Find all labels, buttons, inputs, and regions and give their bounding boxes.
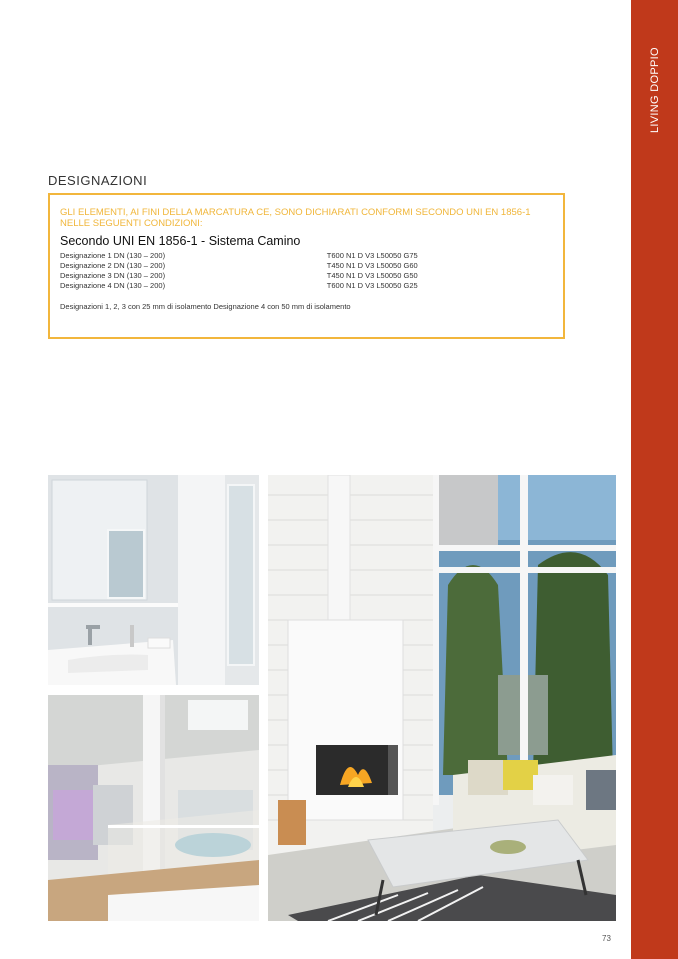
side-tab [631,0,678,959]
designation-code: T600 N1 D V3 L50050 G25 [326,281,418,290]
designations-table [58,251,555,291]
designations-box [48,193,565,339]
table-row [58,251,555,261]
side-tab-label: LIVING DOPPIO [649,47,661,133]
fireplace-living-room-photo [268,475,616,921]
fireplace-living-room-photo-image [268,475,616,921]
page-number: 73 [602,934,611,943]
section-heading: DESIGNAZIONI [48,173,148,188]
bathroom-photo [48,475,259,685]
standard-title: Secondo UNI EN 1856-1 - Sistema Camino [60,234,301,248]
designation-label: Designazione 4 DN (130 – 200) [60,281,166,290]
designation-label: Designazione 2 DN (130 – 200) [60,261,166,270]
insulation-footnote: Designazioni 1, 2, 3 con 25 mm di isolamento Designazione 4 con 50 mm di isolamento [60,302,351,311]
designation-code: T450 N1 D V3 L50050 G50 [326,271,418,280]
designation-label: Designazione 3 DN (130 – 200) [60,271,166,280]
ce-marking-notice: GLI ELEMENTI, AI FINI DELLA MARCATURA CE, SONO DICHIARATI CONFORMI SECONDO UNI EN 1856-1 NELLE SEGUENTI CONDIZIONI: [60,207,531,229]
bathroom-photo-image [48,475,259,685]
designation-label: Designazione 1 DN (130 – 200) [60,251,166,260]
stairwell-photo-image [48,695,259,921]
table-row [58,261,555,271]
designation-code: T450 N1 D V3 L50050 G60 [326,261,418,270]
table-row [58,281,555,291]
designation-code: T600 N1 D V3 L50050 G75 [326,251,418,260]
stairwell-photo [48,695,259,921]
table-row [58,271,555,281]
